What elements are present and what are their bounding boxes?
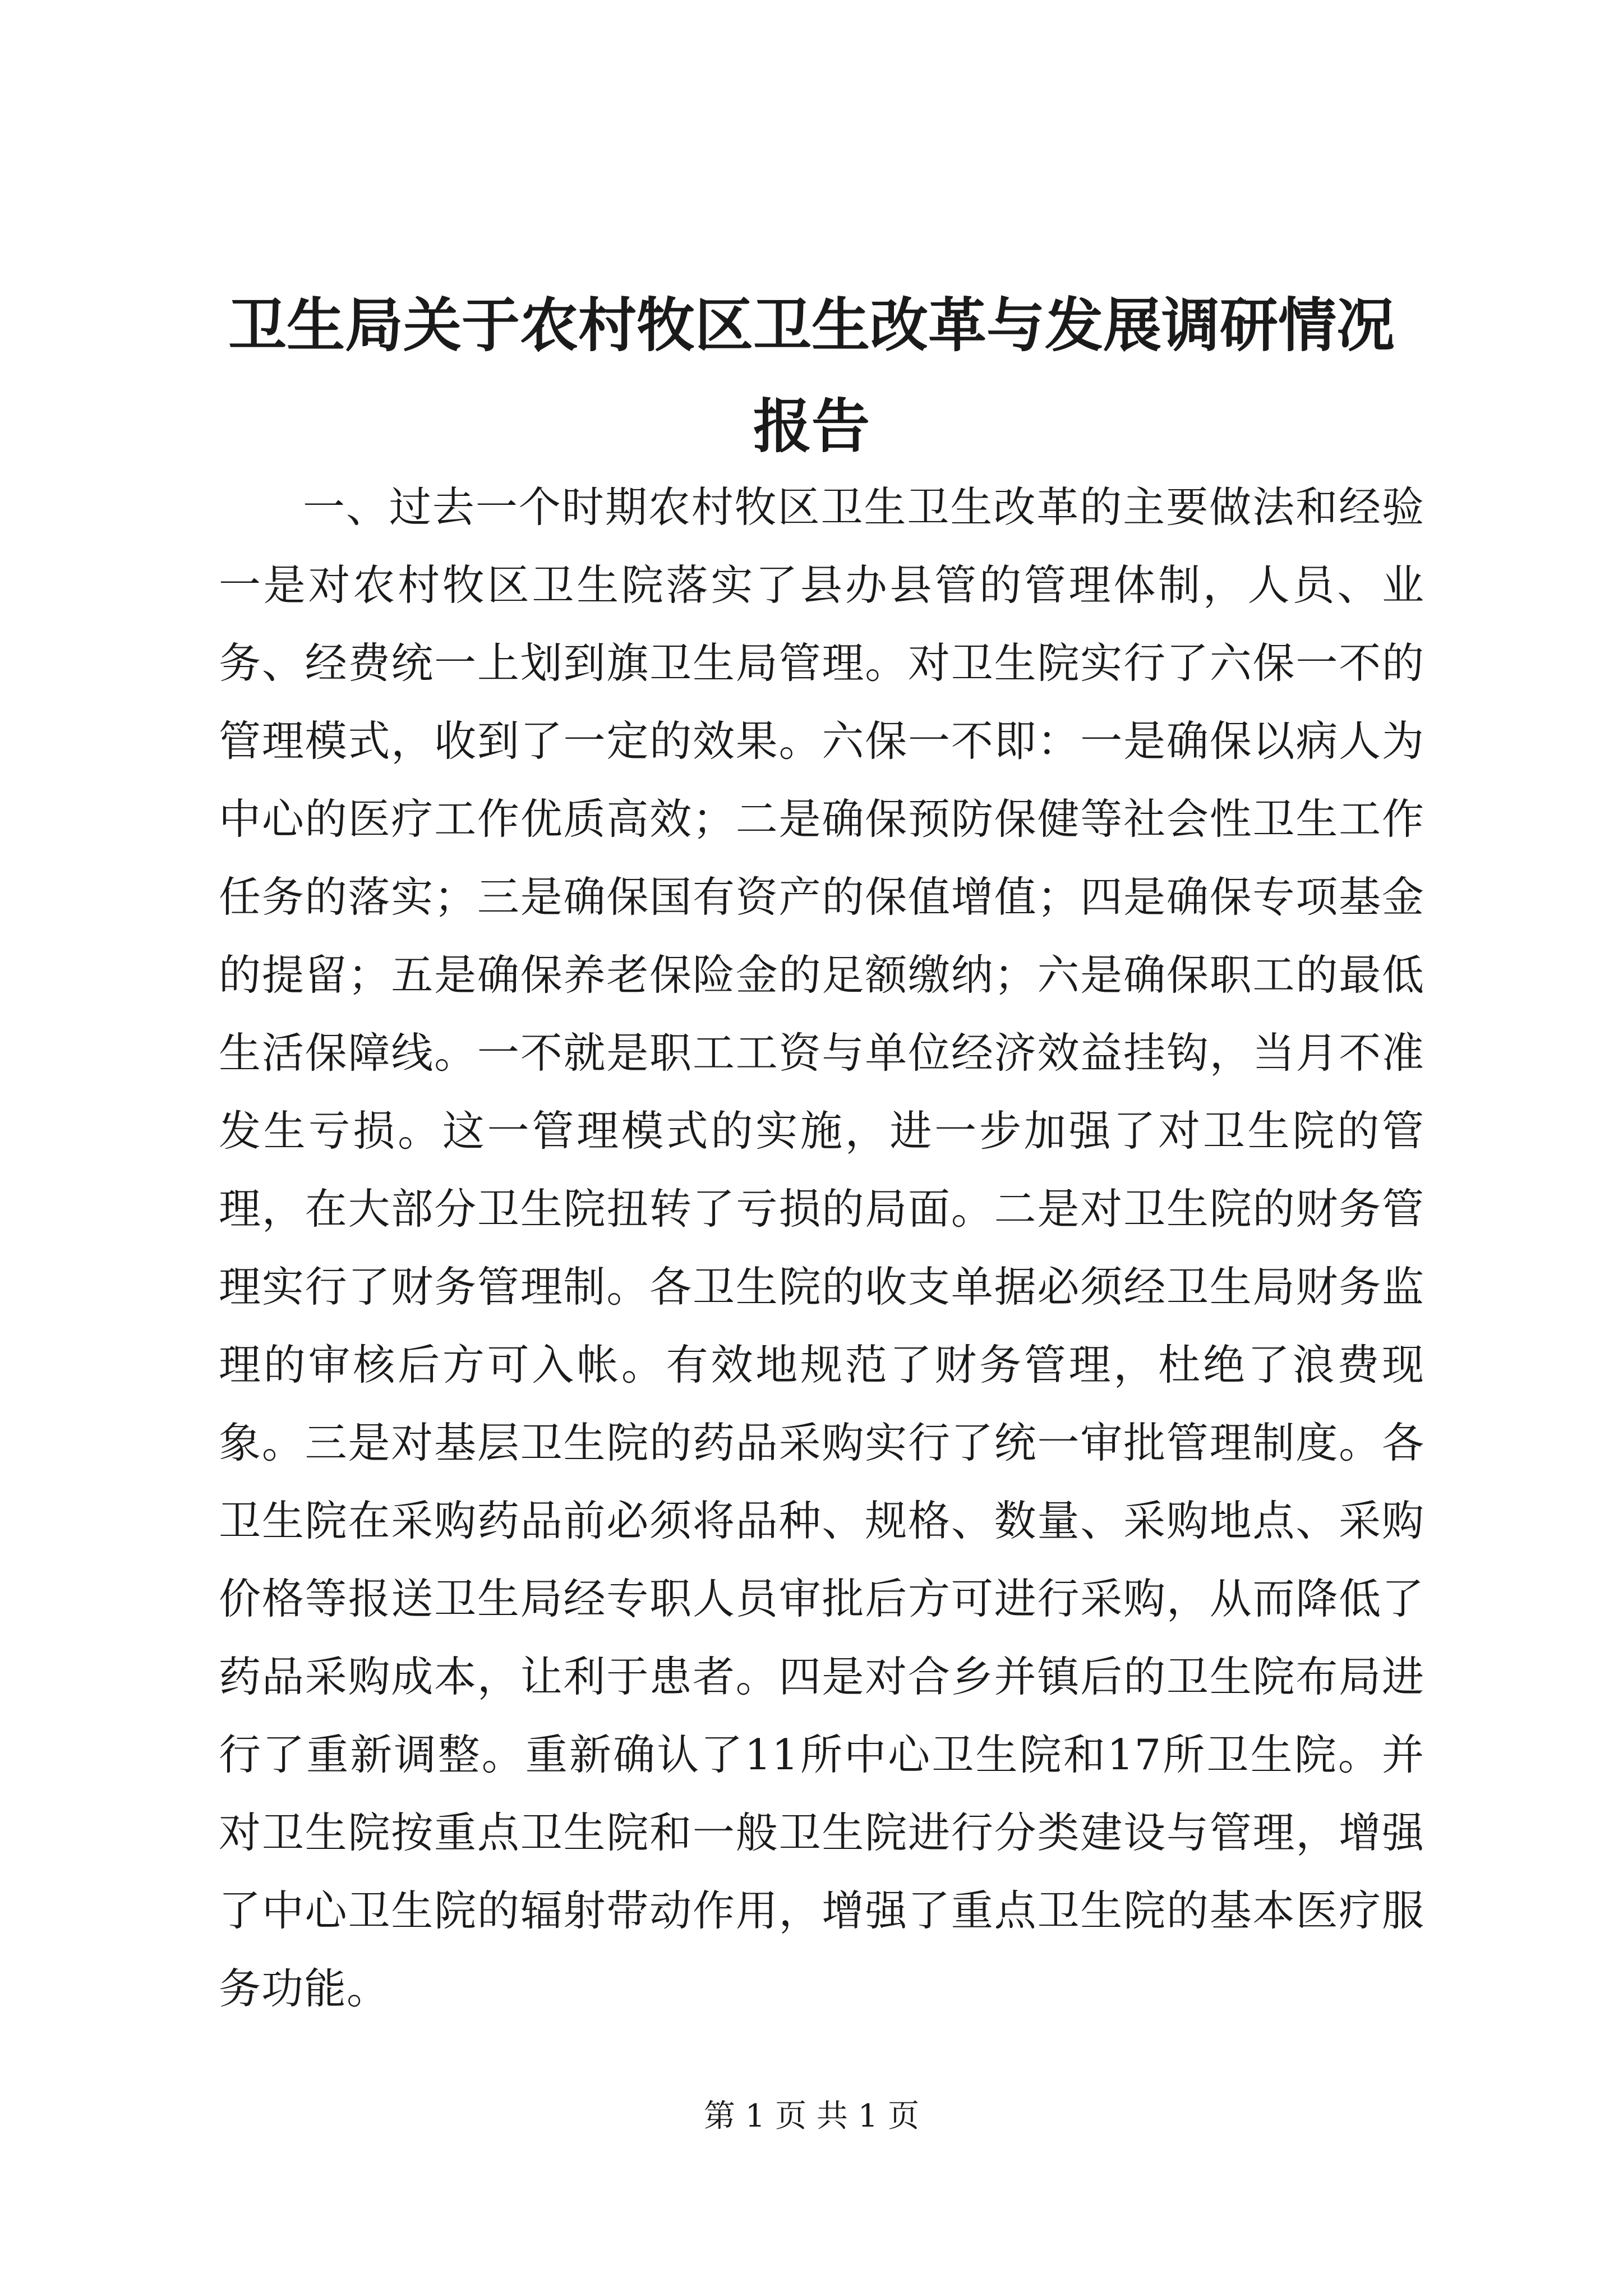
document-body-paragraph: 一、过去一个时期农村牧区卫生卫生改革的主要做法和经验一是对农村牧区卫生院落实了县办县管的管理体制，人员、业务、经费统一上划到旗卫生局管理。对卫生院实行了六保一不的管理模式，收到了一定的效果。六保一不即：一是确保以病人为中心的医疗工作优质高效；二是确保预防保健等社会性卫生工作任务的落实；三是确保国有资产的保值增值；四是确保专项基金的提留；五是确保养老保险金的足额缴纳；六是确保职工的最低生活保障线。一不就是职工工资与单位经济效益挂钩，当月不准发生亏损。这一管理模式的实施，进一步加强了对卫生院的管理，在大部分卫生院扭转了亏损的局面。二是对卫生院的财务管理实行了财务管理制。各卫生院的收支单据必须经卫生局财务监理的审核后方可入帐。有效地规范了财务管理，杜绝了浪费现象。三是对基层卫生院的药品采购实行了统一审批管理制度。各卫生院在采购药品前必须将品种、规格、数量、采购地点、采购价格等报送卫生局经专职人员审批后方可进行采购，从而降低了药品采购成本，让利于患者。四是对合乡并镇后的卫生院布局进行了重新调整。重新确认了11所中心卫生院和17所卫生院。并对卫生院按重点卫生院和一般卫生院进行分类建设与管理，增强了中心卫生院的辐射带动作用，增强了重点卫生院的基本医疗服务功能。 (219, 482, 1424, 2013)
document-title: 卫生局关于农村牧区卫生改革与发展调研情况报告 (228, 291, 1395, 461)
page-number-footer: 第 1 页 共 1 页 (703, 2098, 920, 2134)
